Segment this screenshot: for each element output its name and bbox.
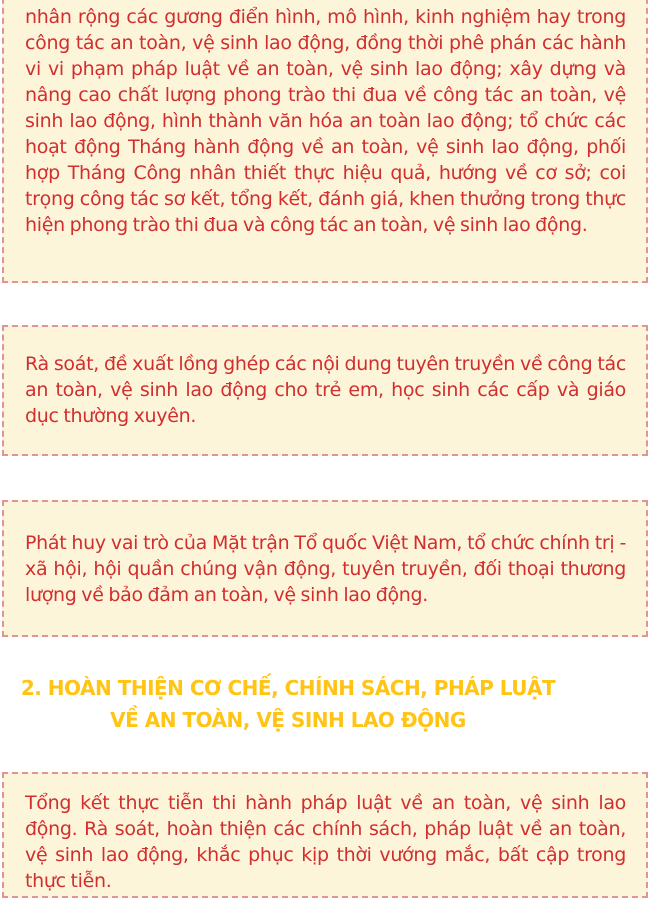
callout-paragraph: nhân rộng các gương điển hình, mô hình, kinh nghiệm hay trong công tác an toàn, vệ sinh lao động, đồng thời phê phán các hành vi vi phạm pháp luật về an toàn, vệ sinh lao động; xây dựng và nâng cao chất lượng phong trào thi đua về công tác an toàn, vệ sinh lao động, hình thành văn hóa an toàn lao động; tổ chức các hoạt động Tháng hành động về an toàn, vệ sinh lao động, phối hợp Tháng Công nhân thiết thực hiệu quả, hướng về cơ sở; coi trọng công tác sơ kết, tổng kết, đánh giá, khen thưởng trong thực hiện phong trào thi đua và công tác an toàn, vệ sinh lao động. [25,6,626,236]
section-heading-line-1: 2. HOÀN THIỆN CƠ CHẾ, CHÍNH SÁCH, PHÁP LUẬT [20,676,556,700]
section-heading [0,672,650,736]
callout-paragraph: Tổng kết thực tiễn thi hành pháp luật về an toàn, vệ sinh lao động. Rà soát, hoàn thiện các chính sách, pháp luật về an toàn, vệ sinh lao động, khắc phục kịp thời vướng mắc, bất cập trong thực tiễn. [25,792,626,892]
callout-paragraph: Phát huy vai trò của Mặt trận Tổ quốc Việt Nam, tổ chức chính trị - xã hội, hội quần chúng vận động, tuyên truyền, đối thoại thương lượng về bảo đảm an toàn, vệ sinh lao động. [25,532,626,606]
callout-paragraph: Rà soát, đề xuất lồng ghép các nội dung tuyên truyền về công tác an toàn, vệ sinh lao động cho trẻ em, học sinh các cấp và giáo dục thường xuyên. [25,353,626,427]
callout-box-law-review [2,772,648,898]
callout-box-fatherland-front [2,500,648,637]
section-heading-line-2: VỀ AN TOÀN, VỆ SINH LAO ĐỘNG [110,708,466,732]
callout-box-emulation-movement [2,0,648,283]
callout-box-education-integration [2,325,648,456]
